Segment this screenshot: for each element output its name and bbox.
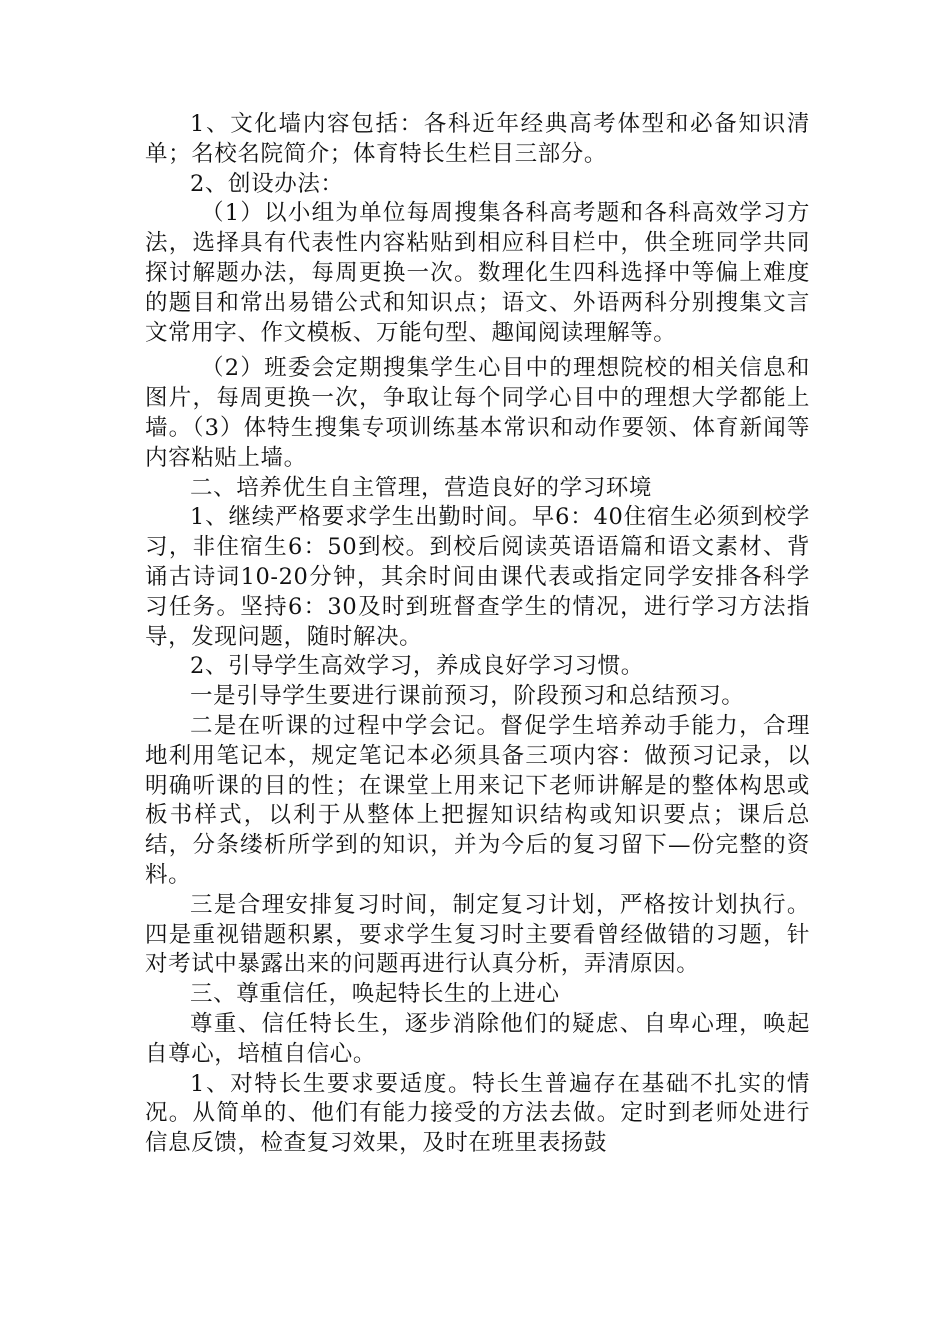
paragraph-attendance: 1、继续严格要求学生出勤时间。早6：40住宿生必须到校学习，非住宿生6：50到校。到校后阅读英语语篇和语文素材、背诵古诗词10-20分钟，其余时间由课代表或指定同学安排各科学习任务。坚持6：30及时到班督查学生的情况，进行学习方法指导，发现问题，随时解决。 (145, 504, 810, 650)
paragraph-preview: 一是引导学生要进行课前预习，阶段预习和总结预习。 (190, 683, 745, 710)
paragraph-method-1: （1）以小组为单位每周搜集各科高考题和各科高效学习方法，选择具有代表性内容粘贴到相应科目栏中，供全班同学共同探讨解题办法，每周更换一次。数理化生四科选择中等偏上难度的题目和常出易错公式和知识点；语文、外语两科分别搜集文言文常用字、作文模板、万能句型、趣闻阅读理解等。 (145, 200, 810, 346)
paragraph-method-2-3: （2）班委会定期搜集学生心目中的理想院校的相关信息和图片，每周更换一次，争取让每个同学心目中的理想大学都能上墙。（3）体特生搜集专项训练基本常识和动作要领、体育新闻等内容粘贴上墙。 (145, 355, 810, 471)
paragraph-trust: 尊重、信任特长生，逐步消除他们的疑虑、自卑心理，唤起自尊心，培植自信心。 (145, 1010, 810, 1067)
paragraph-review: 三是合理安排复习时间，制定复习计划，严格按计划执行。四是重视错题积累，要求学生复习时主要看曾经做错的习题，针对考试中暴露出来的问题再进行认真分析，弄清原因。 (145, 891, 810, 978)
paragraph-creation-method: 2、创设办法： (190, 170, 344, 197)
paragraph-moderate-requirements: 1、对特长生要求要适度。特长生普遍存在基础不扎实的情况。从简单的、他们有能力接受的方法去做。定时到老师处进行信息反馈，检查复习效果，及时在班里表扬鼓 (145, 1070, 810, 1157)
heading-section-2: 二、培养优生自主管理，营造良好的学习环境 (190, 474, 653, 501)
paragraph-efficient-learning: 2、引导学生高效学习，养成良好学习习惯。 (190, 653, 644, 680)
document-body (145, 110, 810, 1159)
heading-section-3: 三、尊重信任，唤起特长生的上进心 (190, 981, 560, 1008)
paragraph-culture-wall-content: 1、文化墙内容包括：各科近年经典高考体型和必备知识清单；名校名院简介；体育特长生栏目三部分。 (145, 111, 810, 167)
paragraph-note-taking: 二是在听课的过程中学会记。督促学生培养动手能力，合理地利用笔记本，规定笔记本必须具备三项内容：做预习记录，以明确听课的目的性；在课堂上用来记下老师讲解是的整体构思或板书样式，以利于从整体上把握知识结构或知识要点；课后总结，分条缕析所学到的知识，并为今后的复习留下—份完整的资料。 (145, 712, 810, 888)
